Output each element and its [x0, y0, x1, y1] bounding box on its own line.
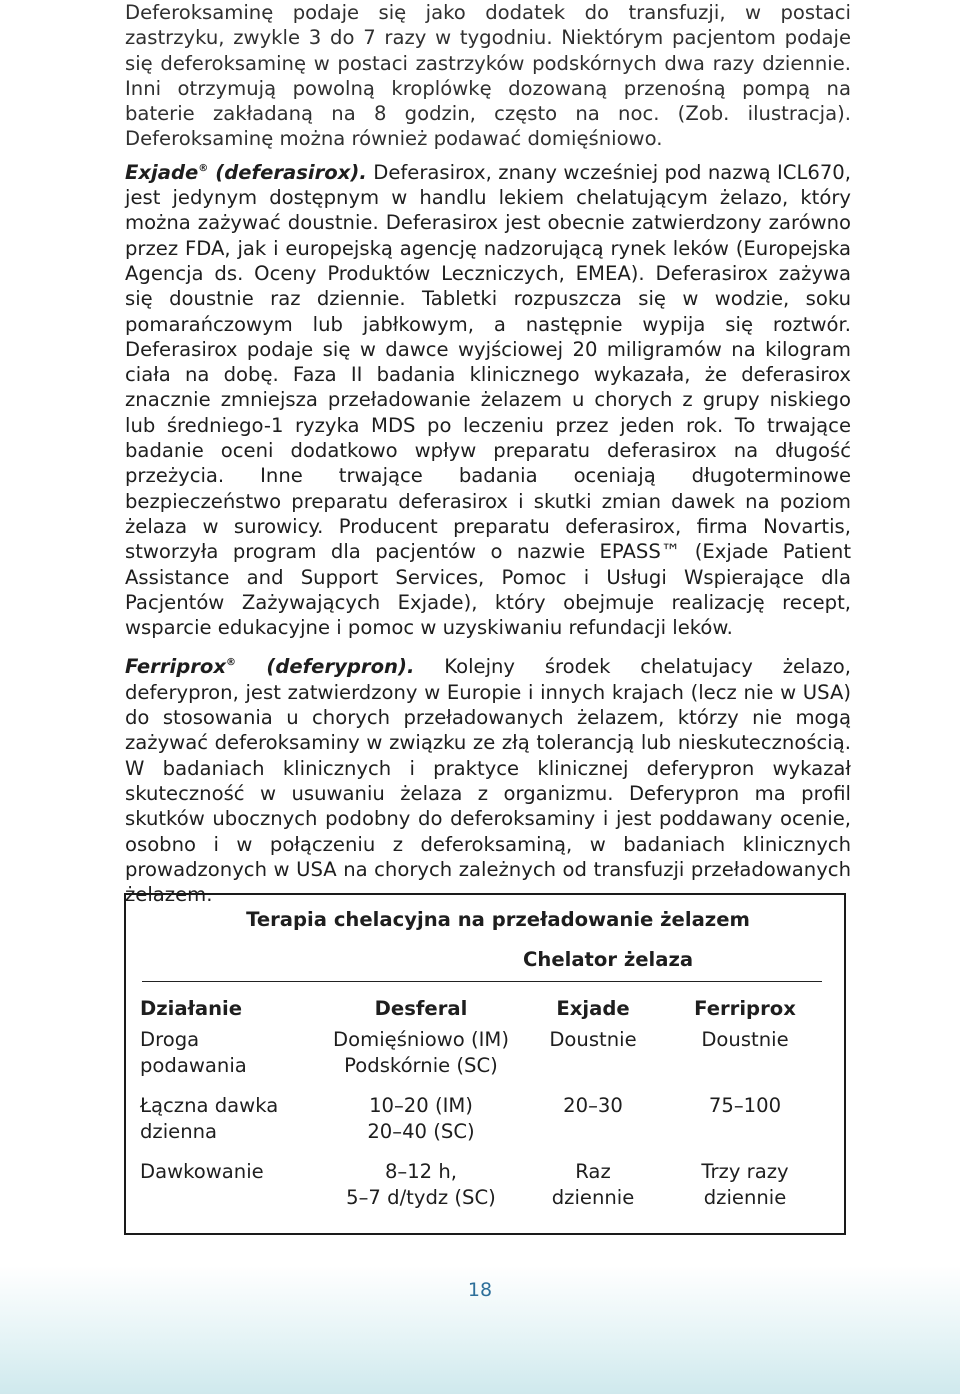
cell-exjade: Raz dziennie — [551, 1160, 635, 1209]
cell-desferal: 10–20 (IM) 20–40 (SC) — [367, 1094, 475, 1143]
paragraph-exjade — [125, 160, 851, 641]
header-exjade: Exjade — [556, 997, 630, 1020]
row-label: Dawkowanie — [140, 1160, 264, 1183]
header-desferal: Desferal — [374, 997, 468, 1020]
exjade-name: Exjade — [125, 160, 199, 184]
cell-ferriprox: Trzy razy dziennie — [701, 1160, 789, 1209]
header-action: Działanie — [140, 997, 243, 1020]
header-ferriprox: Ferriprox — [694, 997, 796, 1020]
ferriprox-generic: (deferypron). — [235, 655, 415, 679]
cell-exjade: Doustnie — [549, 1028, 637, 1051]
cell-exjade: 20–30 — [563, 1094, 623, 1117]
chelation-table-box — [124, 893, 846, 1235]
ferriprox-text: Kolejny środek chelatujacy żelazo, deferypron, jest zatwierdzony w Europie i innych krajach (lecz nie w USA) do stosowania u chorych przeładowanych żelazem, którzy nie mogą zażywać deferoksaminy w związku ze złą tolerancją lub nieskutecznością. W badaniach klinicznych i praktyce klinicznej deferypron wykazał skuteczność w usuwaniu żelaza z organizmu. Deferypron ma profil skutków ubocznych podobny do deferoksaminy i jest poddawany ocenie, osobno i w połączeniu z deferoksaminą, w badaniach klinicznych prowadzonych w USA na chorych zależnych od transfuzji przeładowanych żelazem. — [125, 655, 851, 907]
ferriprox-name: Ferriprox — [125, 655, 226, 679]
table-group-header: Chelator żelaza — [523, 948, 694, 971]
registered-mark: ® — [198, 162, 209, 174]
paragraph-deferoxamine: Deferoksaminę podaje się jako dodatek do transfuzji, w postaci zastrzyku, zwykle 3 do 7 razy w tygodniu. Niektórym pacjentom podaje się deferoksaminę w postaci zastrzyków podskórnych dwa razy dziennie. Inni otrzymują powolną kroplówkę dozowaną przenośną pompą na baterie zakładaną na 8 godzin, często na noc. (Zob. ilustracja). Deferoksaminę można również podawać domięśniowo. — [125, 1, 851, 151]
body-text — [125, 0, 851, 907]
exjade-title — [125, 161, 367, 184]
cell-ferriprox: Doustnie — [701, 1028, 789, 1051]
cell-ferriprox: 75–100 — [708, 1094, 782, 1117]
table-header-row — [140, 996, 822, 1027]
exjade-text: Deferasirox, znany wcześniej pod nazwą ICL670, jest jedynym dostępnym w handlu lekiem chelatującym żelazo, który można zażywać doustnie. Deferasirox jest obecnie zatwierdzony zarówno przez FDA, jak i europejską agencję nadzorującą rynek leków (Europejska Agencja ds. Oceny Produktów Leczniczych, EMEA). Deferasirox zażywa się doustnie raz dziennie. Tabletki rozpuszcza się w wodzie, soku pomarańczowym lub jabłkowym, a następnie wypija się roztwór. Deferasirox podaje się w dawce wyjściowej 20 miligramów na kilogram ciała na dobę. Faza II badania klinicznego wykazała, że deferasirox znacznie zmniejsza przeładowanie żelazem u chorych z grupy niskiego lub średniego-1 ryzyka MDS po leczeniu przez jeden rok. To trwające badanie oceni dodatkowo wpływ preparatu deferasirox na długość przeżycia. Inne trwające badania oceniają długoterminowe bezpieczeństwo preparatu deferasirox i skutki zmian dawek na poziom żelaza w surowicy. Producent preparatu deferasirox, firma Novartis, stworzyła program dla pacjentów o nazwie EPASS™ (Exjade Patient Assistance and Support Services, Pomoc i Usługi Wspierające dla Pacjentów Zażywających Exjade), który obejmuje realizację recept, wsparcie edukacyjne i pomoc w uzyskiwaniu refundacji leków. — [125, 160, 851, 640]
row-label: Łączna dawka dzienna — [140, 1094, 279, 1143]
ferriprox-title — [125, 655, 414, 678]
paragraph-ferriprox — [125, 654, 851, 907]
table-row — [140, 1093, 822, 1159]
row-label: Droga podawania — [140, 1028, 247, 1077]
table-divider — [142, 981, 822, 982]
table-row — [140, 1159, 822, 1225]
table-row — [140, 1027, 822, 1093]
chelation-table — [140, 996, 822, 1225]
cell-desferal: 8–12 h, 5–7 d/tydz (SC) — [346, 1160, 496, 1209]
page-number: 18 — [467, 1279, 493, 1301]
exjade-generic: (deferasirox). — [208, 160, 367, 184]
table-caption: Terapia chelacyjna na przeładowanie żelazem — [246, 908, 750, 931]
cell-desferal: Domięśniowo (IM) Podskórnie (SC) — [333, 1028, 509, 1077]
registered-mark: ® — [225, 657, 236, 669]
